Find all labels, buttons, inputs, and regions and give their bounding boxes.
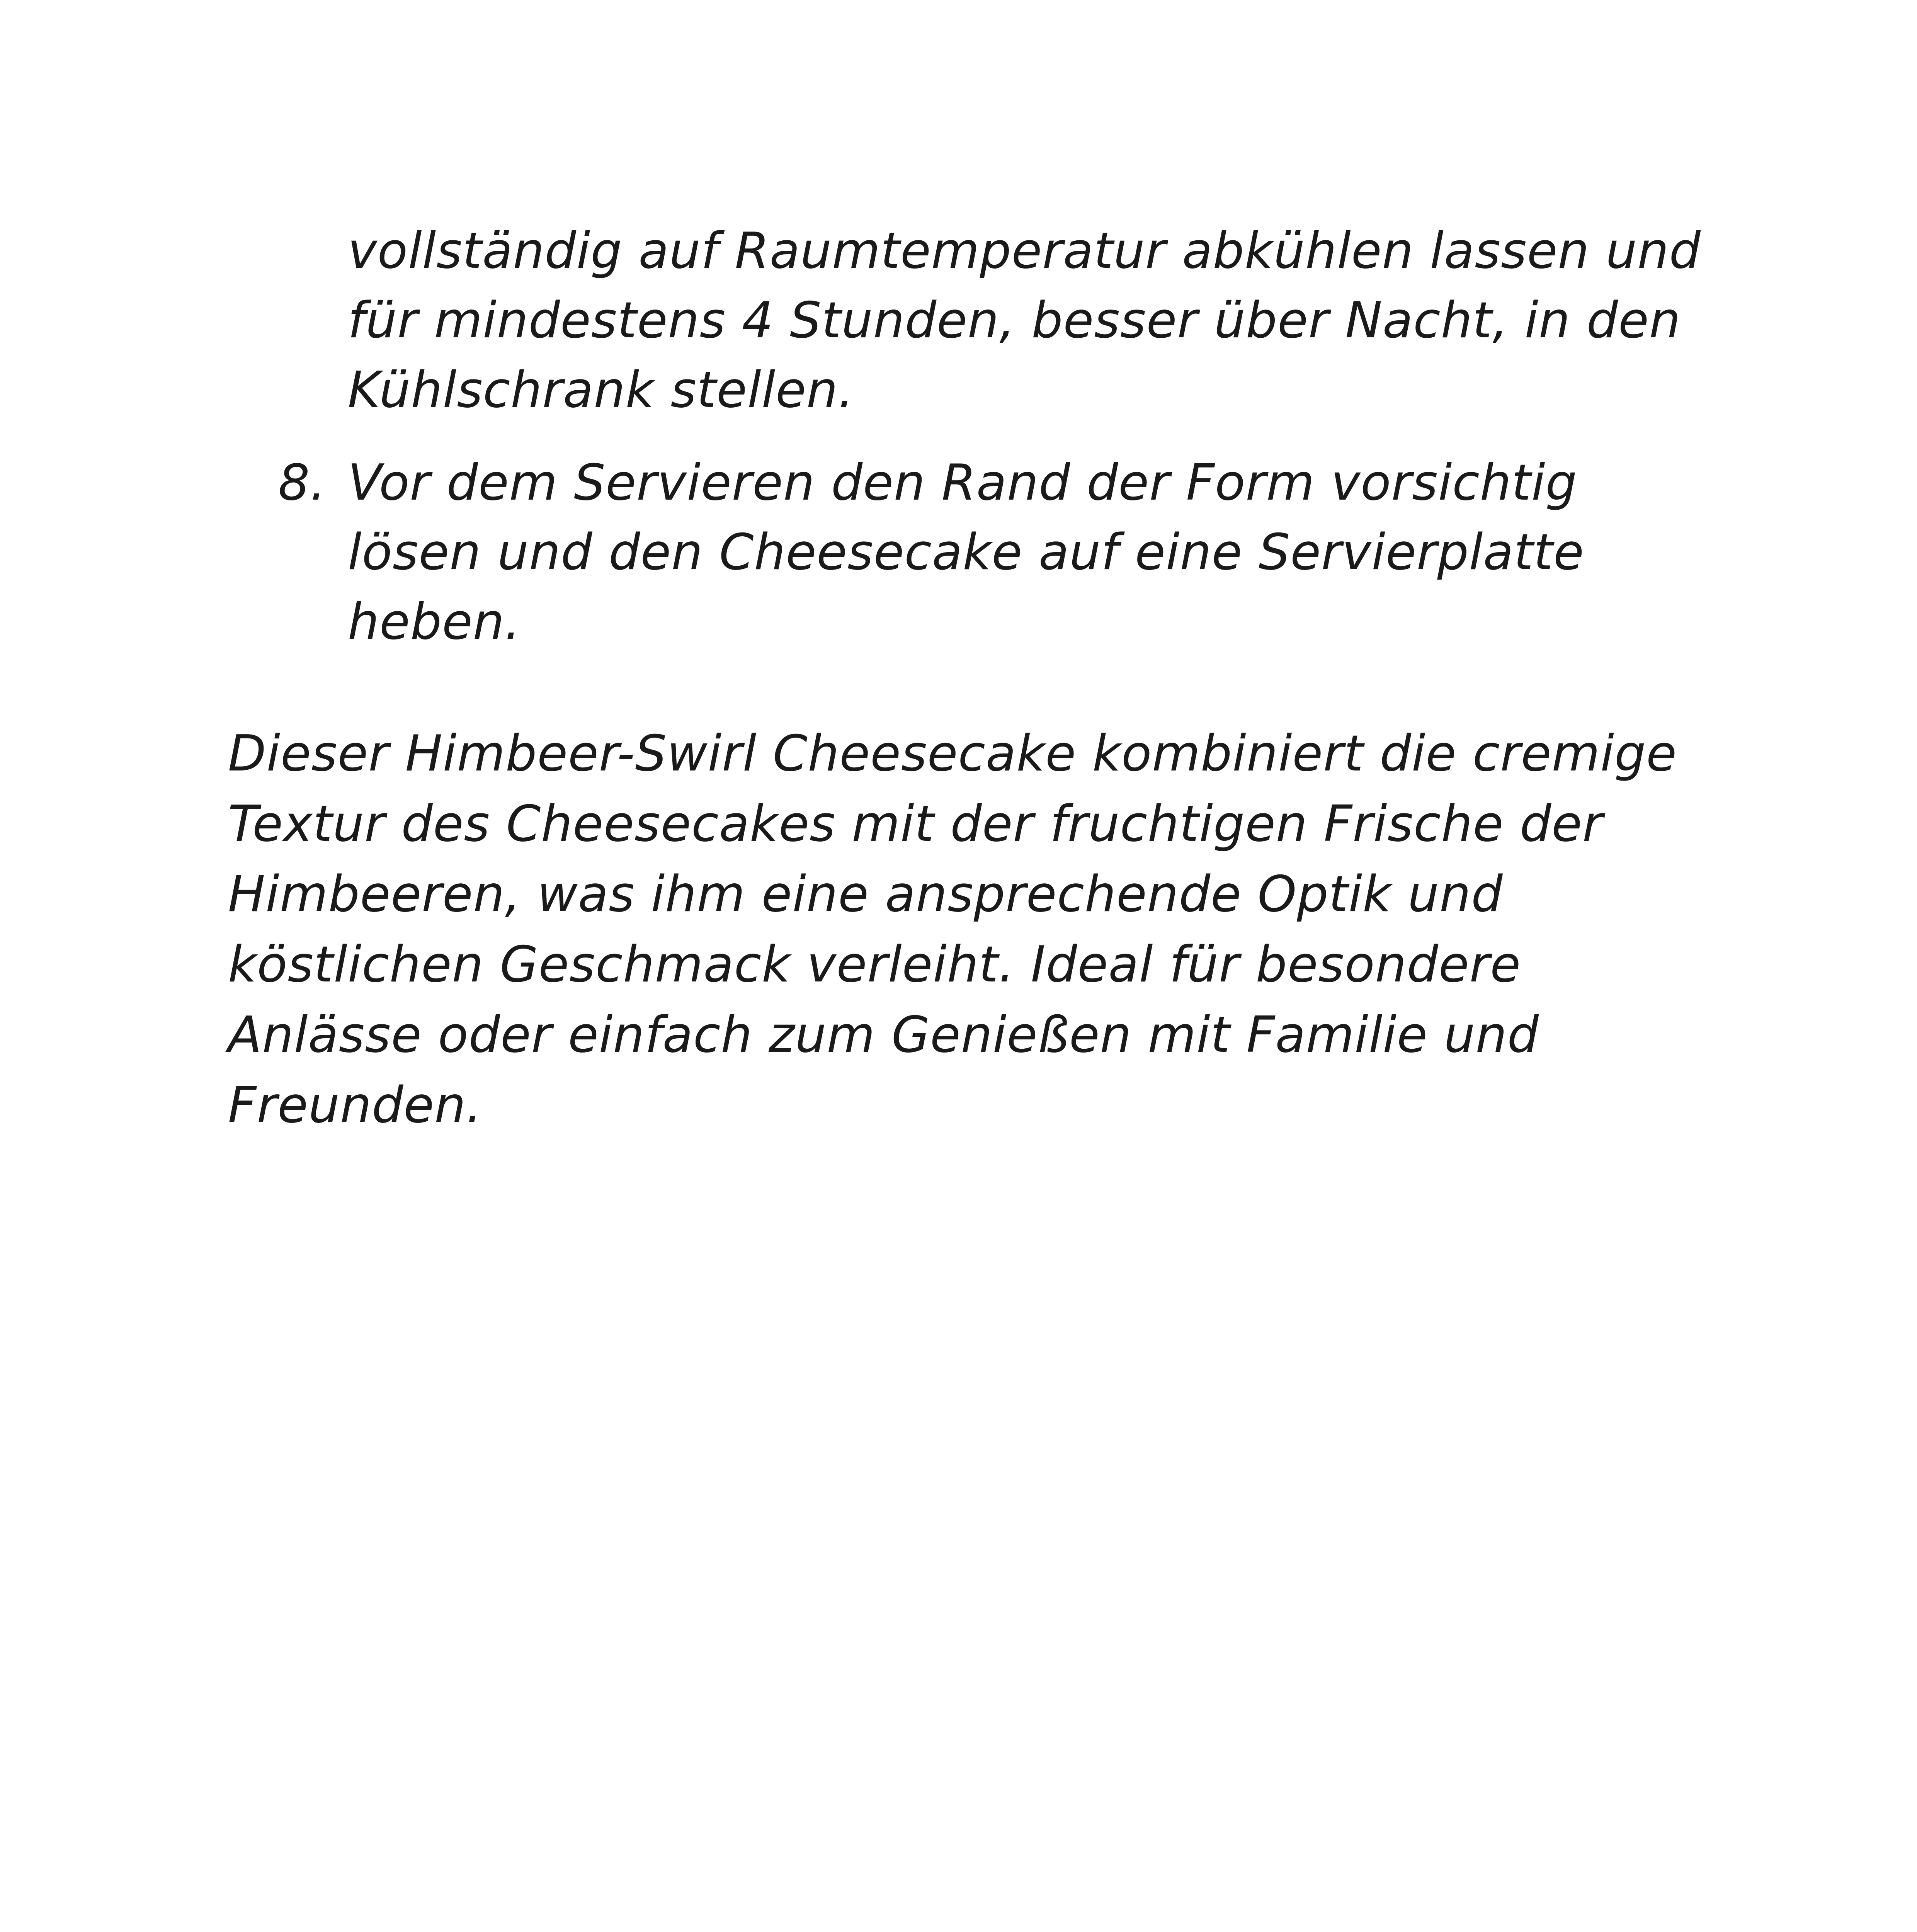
step-text: vollständig auf Raumtemperatur abkühlen lassen und für mindestens 4 Stunden, besser über Nacht, in den Kühlschrank stellen. (348, 222, 1701, 419)
step-7-continuation (278, 216, 1716, 425)
step-text: Vor dem Servieren den Rand der Form vorsichtig lösen und den Cheesecake auf eine Servierplatte heben. (348, 454, 1584, 651)
summary-paragraph: Dieser Himbeer-Swirl Cheesecake kombiniert die cremige Textur des Cheesecakes mit der fruchtigen Frische der Himbeeren, was ihm eine ansprechende Optik und köstlichen Geschmack verleiht. Ideal für besondere Anlässe oder einfach zum Genießen mit Familie und Freunden. (228, 725, 1677, 1134)
step-number: 8. (278, 454, 327, 512)
instruction-steps (278, 216, 1716, 680)
step-8 (278, 448, 1716, 657)
